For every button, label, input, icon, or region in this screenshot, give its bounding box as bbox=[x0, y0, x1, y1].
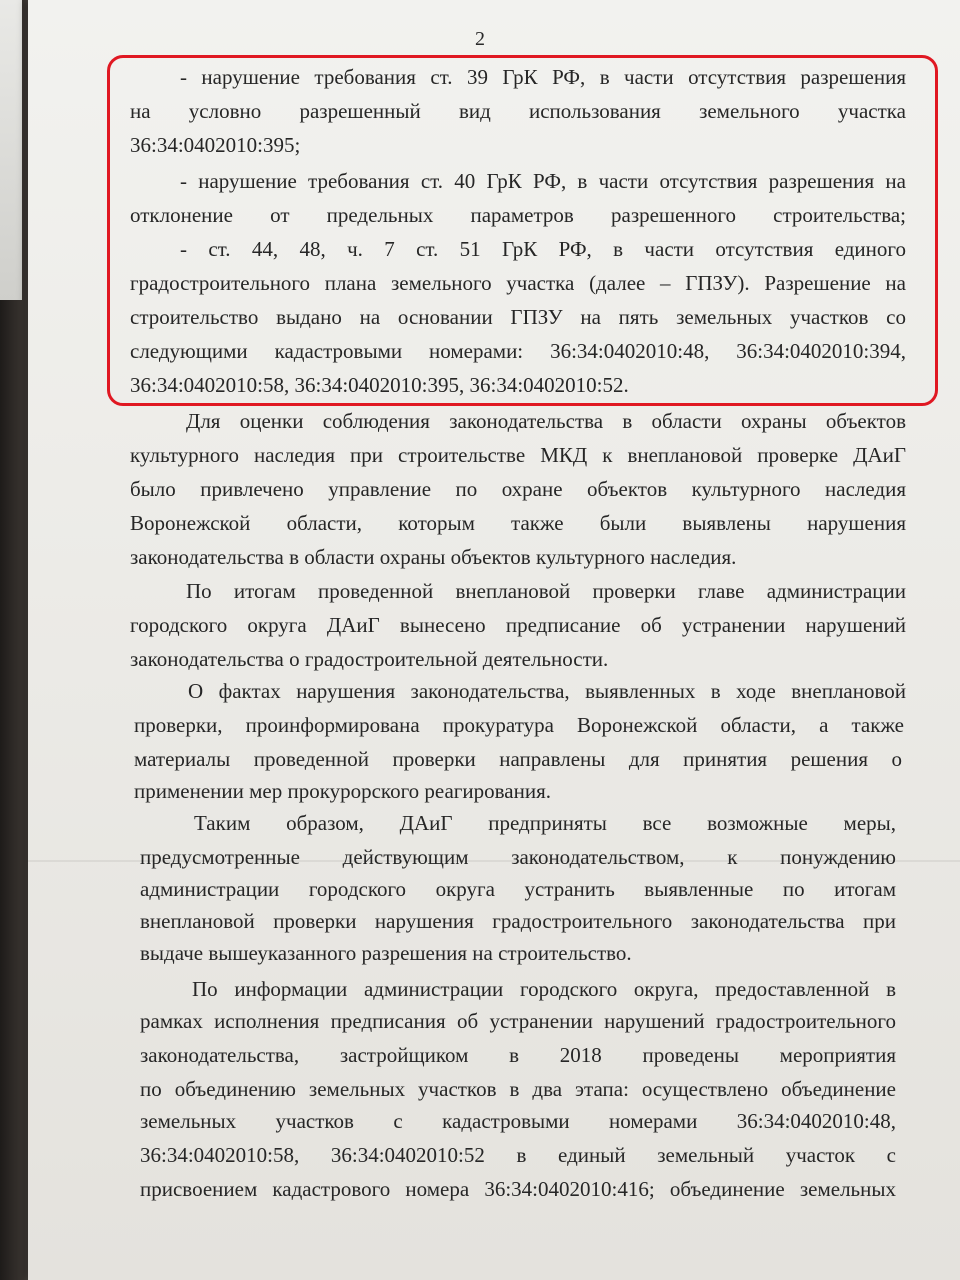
paragraph-line: выдаче вышеуказанного разрешения на строительство. bbox=[140, 941, 632, 965]
paragraph-line: материалы проведенной проверки направлены для принятия решения о bbox=[134, 747, 902, 771]
highlight-line: 36:34:0402010:395; bbox=[130, 133, 301, 157]
highlight-line: - нарушение требования ст. 40 ГрК РФ, в части отсутствия разрешения на bbox=[180, 169, 906, 193]
paragraph-line: земельных участков с кадастровыми номерами 36:34:0402010:48, bbox=[140, 1109, 896, 1133]
paragraph-line: 36:34:0402010:58, 36:34:0402010:52 в единый земельный участок с bbox=[140, 1143, 896, 1167]
highlight-line: - ст. 44, 48, ч. 7 ст. 51 ГрК РФ, в части отсутствия единого bbox=[180, 237, 906, 261]
highlight-line: 36:34:0402010:58, 36:34:0402010:395, 36:34:0402010:52. bbox=[130, 373, 629, 397]
paragraph-line: предусмотренные действующим законодательством, к понуждению bbox=[140, 845, 896, 869]
paragraph-line: рамках исполнения предписания об устранении нарушений градостроительного bbox=[140, 1009, 896, 1033]
paragraph-line: Воронежской области, которым также были выявлены нарушения bbox=[130, 511, 906, 535]
paragraph-line: применении мер прокурорского реагирования. bbox=[134, 779, 552, 803]
paragraph-line: Для оценки соблюдения законодательства в области охраны объектов bbox=[186, 409, 906, 433]
paragraph-line: По информации администрации городского округа, предоставленной в bbox=[192, 977, 896, 1001]
paragraph-line: культурного наследия при строительстве МКД к внеплановой проверке ДАиГ bbox=[130, 443, 906, 467]
page-number: 2 bbox=[475, 28, 485, 50]
highlight-line: строительство выдано на основании ГПЗУ на пять земельных участков со bbox=[130, 305, 906, 329]
paragraph-line: проверки, проинформирована прокуратура Воронежской области, а также bbox=[134, 713, 904, 737]
paragraph-line: внеплановой проверки нарушения градостроительного законодательства при bbox=[140, 909, 896, 933]
paragraph-line: законодательства о градостроительной деятельности. bbox=[130, 647, 609, 671]
highlight-line: градостроительного плана земельного участка (далее – ГПЗУ). Разрешение на bbox=[130, 271, 906, 295]
paragraph-line: По итогам проведенной внеплановой проверки главе администрации bbox=[186, 579, 906, 603]
paragraph-line: присвоением кадастрового номера 36:34:0402010:416; объединение земельных bbox=[140, 1177, 896, 1201]
paragraph-line: О фактах нарушения законодательства, выявленных в ходе внеплановой bbox=[188, 679, 906, 703]
red-highlight-box bbox=[107, 55, 938, 406]
highlight-line: - нарушение требования ст. 39 ГрК РФ, в части отсутствия разрешения bbox=[180, 65, 906, 89]
paragraph-line: законодательства в области охраны объектов культурного наследия. bbox=[130, 545, 737, 569]
paragraph-line: законодательства, застройщиком в 2018 проведены мероприятия bbox=[140, 1043, 896, 1067]
highlight-line: следующими кадастровыми номерами: 36:34:0402010:48, 36:34:0402010:394, bbox=[130, 339, 906, 363]
paragraph-line: по объединению земельных участков в два этапа: осуществлено объединение bbox=[140, 1077, 896, 1101]
highlight-line: на условно разрешенный вид использования земельного участка bbox=[130, 99, 906, 123]
paragraph-line: администрации городского округа устранить выявленные по итогам bbox=[140, 877, 896, 901]
highlight-line: отклонение от предельных параметров разрешенного строительства; bbox=[130, 203, 906, 227]
paragraph-line: было привлечено управление по охране объектов культурного наследия bbox=[130, 477, 906, 501]
paragraph-line: Таким образом, ДАиГ предприняты все возможные меры, bbox=[194, 811, 896, 835]
paragraph-line: городского округа ДАиГ вынесено предписание об устранении нарушений bbox=[130, 613, 906, 637]
